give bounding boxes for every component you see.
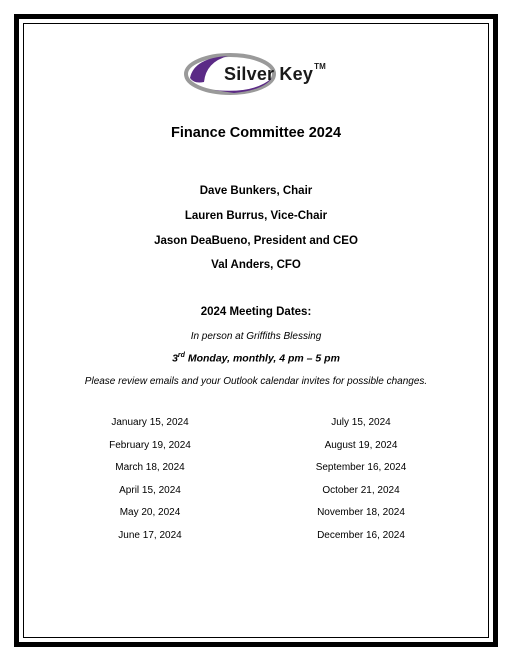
member-vice-chair: Lauren Burrus, Vice-Chair	[184, 210, 328, 222]
member-cfo: Val Anders, CFO	[211, 259, 301, 271]
meeting-date: April 15, 2024	[119, 484, 181, 496]
meeting-date: January 15, 2024	[111, 417, 189, 428]
member-chair: Dave Bunkers, Chair	[199, 185, 313, 197]
dates-column-left	[60, 416, 240, 551]
meeting-date: May 20, 2024	[119, 507, 181, 518]
meeting-date: August 19, 2024	[324, 439, 398, 451]
meeting-date: October 21, 2024	[322, 484, 400, 496]
meeting-date: February 19, 2024	[109, 439, 191, 451]
silver-key-logo	[184, 52, 334, 96]
dates-column-right	[271, 416, 451, 551]
meeting-location: In person at Griffiths Blessing	[190, 331, 322, 342]
meeting-date: November 18, 2024	[317, 507, 405, 518]
meeting-date: March 18, 2024	[115, 462, 185, 473]
meeting-date: June 17, 2024	[118, 529, 182, 541]
meeting-date: September 16, 2024	[315, 462, 407, 473]
calendar-notice: Please review emails and your Outlook calendar invites for possible changes.	[84, 376, 428, 387]
meeting-dates-heading: 2024 Meeting Dates:	[200, 306, 312, 318]
meeting-date: December 16, 2024	[317, 529, 405, 541]
page-title: Finance Committee 2024	[170, 125, 342, 141]
meeting-schedule: 3rd Monday, monthly, 4 pm – 5 pm	[172, 352, 340, 365]
meeting-date: July 15, 2024	[331, 417, 391, 428]
logo-wordmark: Silver Key™	[224, 62, 327, 84]
member-president: Jason DeaBueno, President and CEO	[154, 235, 358, 247]
